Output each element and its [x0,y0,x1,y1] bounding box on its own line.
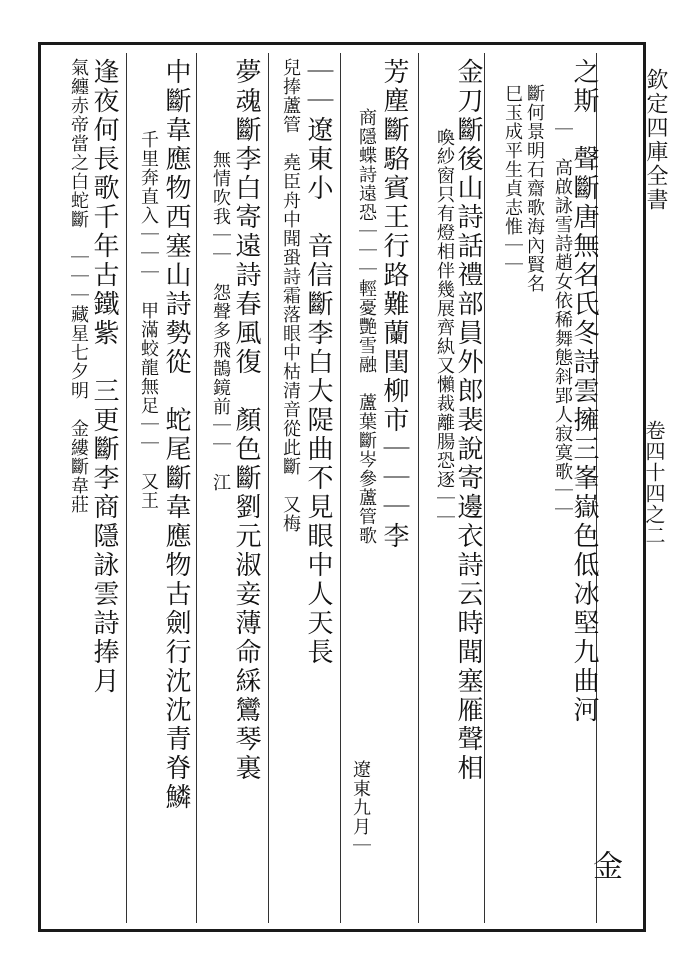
column-rule [484,53,485,923]
column-rule [196,53,197,923]
text-column: 中斷韋應物西塞山詩勢從 蛇尾斷韋應物古劍行沈沈青脊鱗 [161,58,191,812]
text-column: 夢魂斷李白寄遠詩春風復 顏色斷劉元淑妾薄命綵鸞琴裏 [231,58,261,783]
text-column: 兒捧蘆管 堯臣舟中聞蛩詩霜落眼中枯清音從此斷 又梅 [280,58,301,533]
text-column: 商隱蝶詩遠恐｜｜｜輕憂艷雪融 蘆葉斷岑參蘆管歌 [356,108,377,545]
text-column: 金刀斷後山詩話禮部員外郎裴說寄邊衣詩云時聞塞雁聲相 [453,58,483,783]
text-column: 逢夜何長歌千年古鐵紫 三更斷李商隱詠雲詩捧月 [89,58,119,696]
text-column: 千里奔直入｜｜｜ 甲滿蛟龍無足｜｜ 又王 [138,130,159,510]
text-column: 喚紗窗只有燈相伴幾展齊紈又懶裁離腸恐逐｜｜ [434,128,455,527]
text-column: 斷何景明石齋歌海內賢名 [524,84,545,293]
text-column: 遼東九月｜ [350,760,371,855]
text-column: ｜｜遼東小 音信斷李白大隄曲不見眼中人天長 [303,58,333,667]
text-column: ｜ 高啟詠雪詩趙女依稀舞態斜郢人寂寞歌｜｜ [552,120,573,519]
column-rule [418,53,419,923]
volume-label: 卷四十四之二 [642,420,666,546]
column-rule [126,53,127,923]
text-column: 氣纏赤帝當之白蛇斷 ｜｜｜藏星七夕明 金縷斷韋莊 [68,58,89,514]
text-column: 芳塵斷駱賓王行路難蘭閨柳市｜｜｜李 [379,58,409,551]
text-column: 無情吹我｜｜ 怨聲多飛鵲鏡前｜｜ 江 [210,150,231,492]
column-rule [268,53,269,923]
text-column: 巳玉成平生貞志惟｜｜ [502,84,523,274]
book-title: 欽定四庫全書 [643,68,668,212]
column-rule [340,53,341,923]
corner-character: 金 [587,850,622,880]
text-column: 之斯 聲斷唐無名氏冬詩雲擁三峯嶽色低冰堅九曲河 [569,58,599,725]
